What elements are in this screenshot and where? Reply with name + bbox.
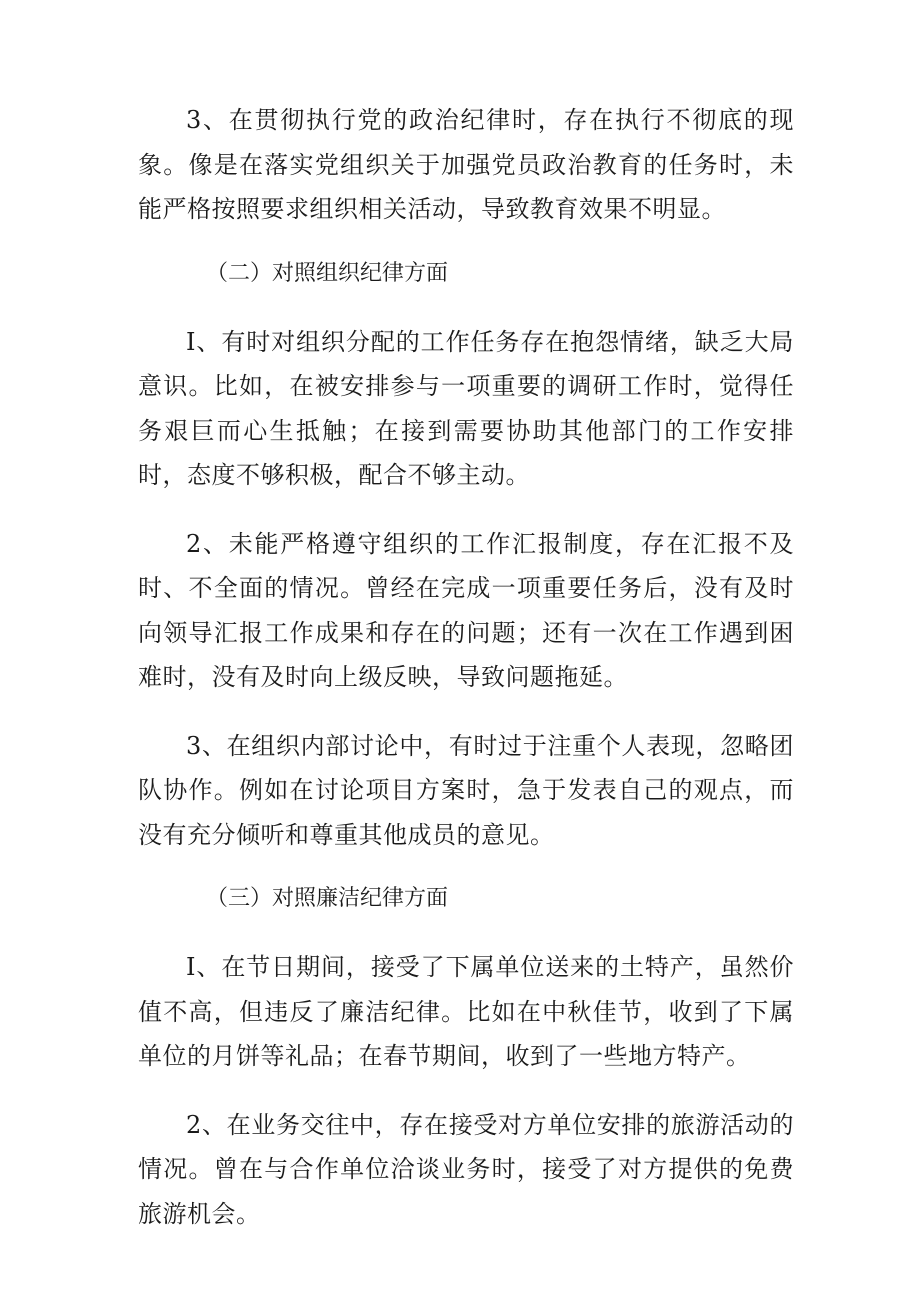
paragraph-integrity-discipline-1: I、在节日期间，接受了下属单位送来的土特产，虽然价值不高，但违反了廉洁纪律。比如在中秋佳节，收到了下属单位的月饼等礼品；在春节期间，收到了一些地方特产。 bbox=[138, 953, 794, 1070]
paragraph-organizational-discipline-3: 3、在组织内部讨论中，有时过于注重个人表现，忽略团队协作。例如在讨论项目方案时，急于发表自己的观点，而没有充分倾听和尊重其他成员的意见。 bbox=[138, 731, 794, 849]
paragraph-integrity-discipline-2: 2、在业务交往中，存在接受对方单位安排的旅游活动的情况。曾在与合作单位洽谈业务时，接受了对方提供的免费旅游机会。 bbox=[138, 1110, 794, 1228]
document-body bbox=[138, 98, 794, 1236]
section-heading-organizational-discipline: （二）对照组织纪律方面 bbox=[206, 260, 449, 286]
paragraph-political-discipline-3: 3、在贯彻执行党的政治纪律时，存在执行不彻底的现象。像是在落实党组织关于加强党员政治教育的任务时，未能严格按照要求组织相关活动，导致教育效果不明显。 bbox=[138, 106, 794, 223]
section-heading-integrity-discipline: （三）对照廉洁纪律方面 bbox=[206, 886, 449, 911]
paragraph-organizational-discipline-1: I、有时对组织分配的工作任务存在抱怨情绪，缺乏大局意识。比如，在被安排参与一项重要的调研工作时，觉得任务艰巨而心生抵触；在接到需要协助其他部门的工作安排时，态度不够积极，配合不够主动。 bbox=[138, 327, 794, 489]
paragraph-organizational-discipline-2: 2、未能严格遵守组织的工作汇报制度，存在汇报不及时、不全面的情况。曾经在完成一项重要任务后，没有及时向领导汇报工作成果和存在的问题；还有一次在工作遇到困难时，没有及时向上级反映，导致问题拖延。 bbox=[138, 529, 794, 691]
